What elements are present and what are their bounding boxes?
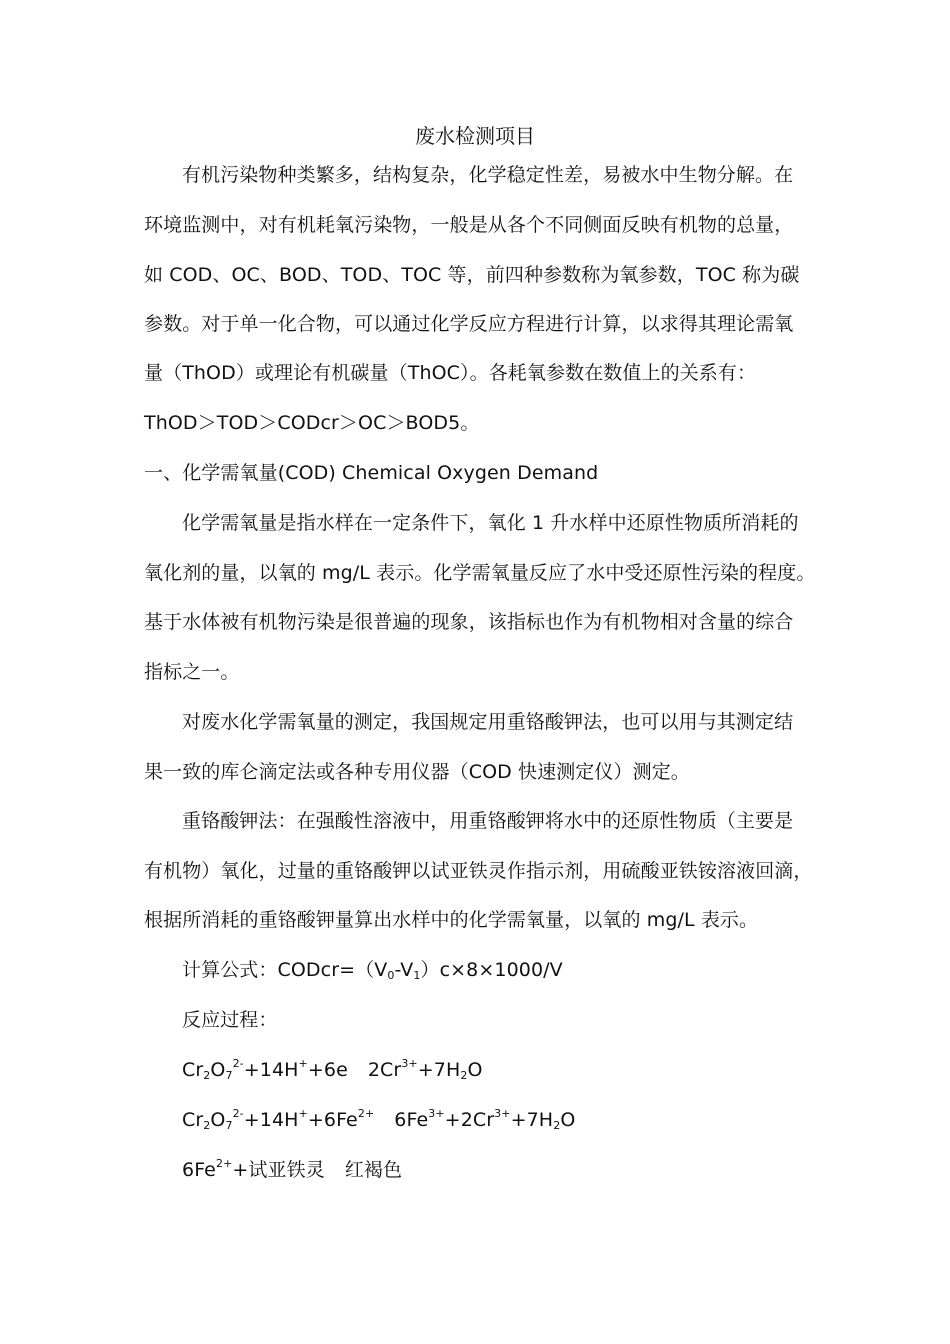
intro-line-4: 参数。对于单一化合物，可以通过化学反应方程进行计算，以求得其理论需氧 — [144, 313, 794, 335]
cod-definition-line-1: 化学需氧量是指水样在一定条件下，氧化 1 升水样中还原性物质所消耗的 — [182, 512, 799, 534]
dichromate-line-1: 重铬酸钾法：在强酸性溶液中，用重铬酸钾将水中的还原性物质（主要是 — [182, 810, 794, 832]
intro-line-2: 环境监测中，对有机耗氧污染物，一般是从各个不同侧面反映有机物的总量， — [144, 214, 794, 236]
cod-method-line-2: 果一致的库仑滴定法或各种专用仪器（COD 快速测定仪）测定。 — [144, 761, 690, 783]
intro-line-6: ThOD＞TOD＞CODcr＞OC＞BOD5。 — [144, 412, 480, 434]
intro-line-1: 有机污染物种类繁多，结构复杂，化学稳定性差，易被水中生物分解。在 — [182, 164, 794, 186]
formula-label: 计算公式： — [182, 959, 278, 981]
cod-definition-line-4: 指标之一。 — [144, 661, 240, 683]
intro-line-3: 如 COD、OC、BOD、TOD、TOC 等，前四种参数称为氧参数，TOC 称为碳 — [144, 264, 800, 286]
dichromate-line-3: 根据所消耗的重铬酸钾量算出水样中的化学需氧量，以氧的 mg/L 表示。 — [144, 909, 759, 931]
intro-line-5: 量（ThOD）或理论有机碳量（ThOC）。各耗氧参数在数值上的关系有： — [144, 362, 757, 384]
reaction-equation-1: $Cr_2O_7^{2-}+14H^++6e$ $2Cr^{3+}+7H_2O$ — [182, 1057, 483, 1082]
section-heading-cod: 一、化学需氧量(COD) Chemical Oxygen Demand — [144, 462, 599, 484]
reaction-label: 反应过程： — [182, 1009, 278, 1031]
reaction-equation-3: $6Fe^{2+}+$试亚铁灵 红褐色 — [182, 1157, 403, 1181]
calculation-formula: 计算公式：$CODcr=(V_0-V_1)c\times 8\times 1000/V$ — [182, 959, 563, 982]
dichromate-line-2: 有机物）氧化，过量的重铬酸钾以试亚铁灵作指示剂，用硫酸亚铁铵溶液回滴， — [144, 860, 813, 882]
cod-definition-line-2: 氧化剂的量，以氧的 mg/L 表示。化学需氧量反应了水中受还原性污染的程度。 — [144, 562, 816, 584]
reaction-equation-2: $Cr_2O_7^{2-}+14H^++6Fe^{2+}$ $6Fe^{3+}+2Cr^{3+}+7H_2O$ — [182, 1107, 576, 1132]
page-title: 废水检测项目 — [415, 124, 535, 148]
cod-method-line-1: 对废水化学需氧量的测定，我国规定用重铬酸钾法，也可以用与其测定结 — [182, 711, 794, 733]
cod-definition-line-3: 基于水体被有机物污染是很普遍的现象，该指标也作为有机物相对含量的综合 — [144, 611, 794, 633]
